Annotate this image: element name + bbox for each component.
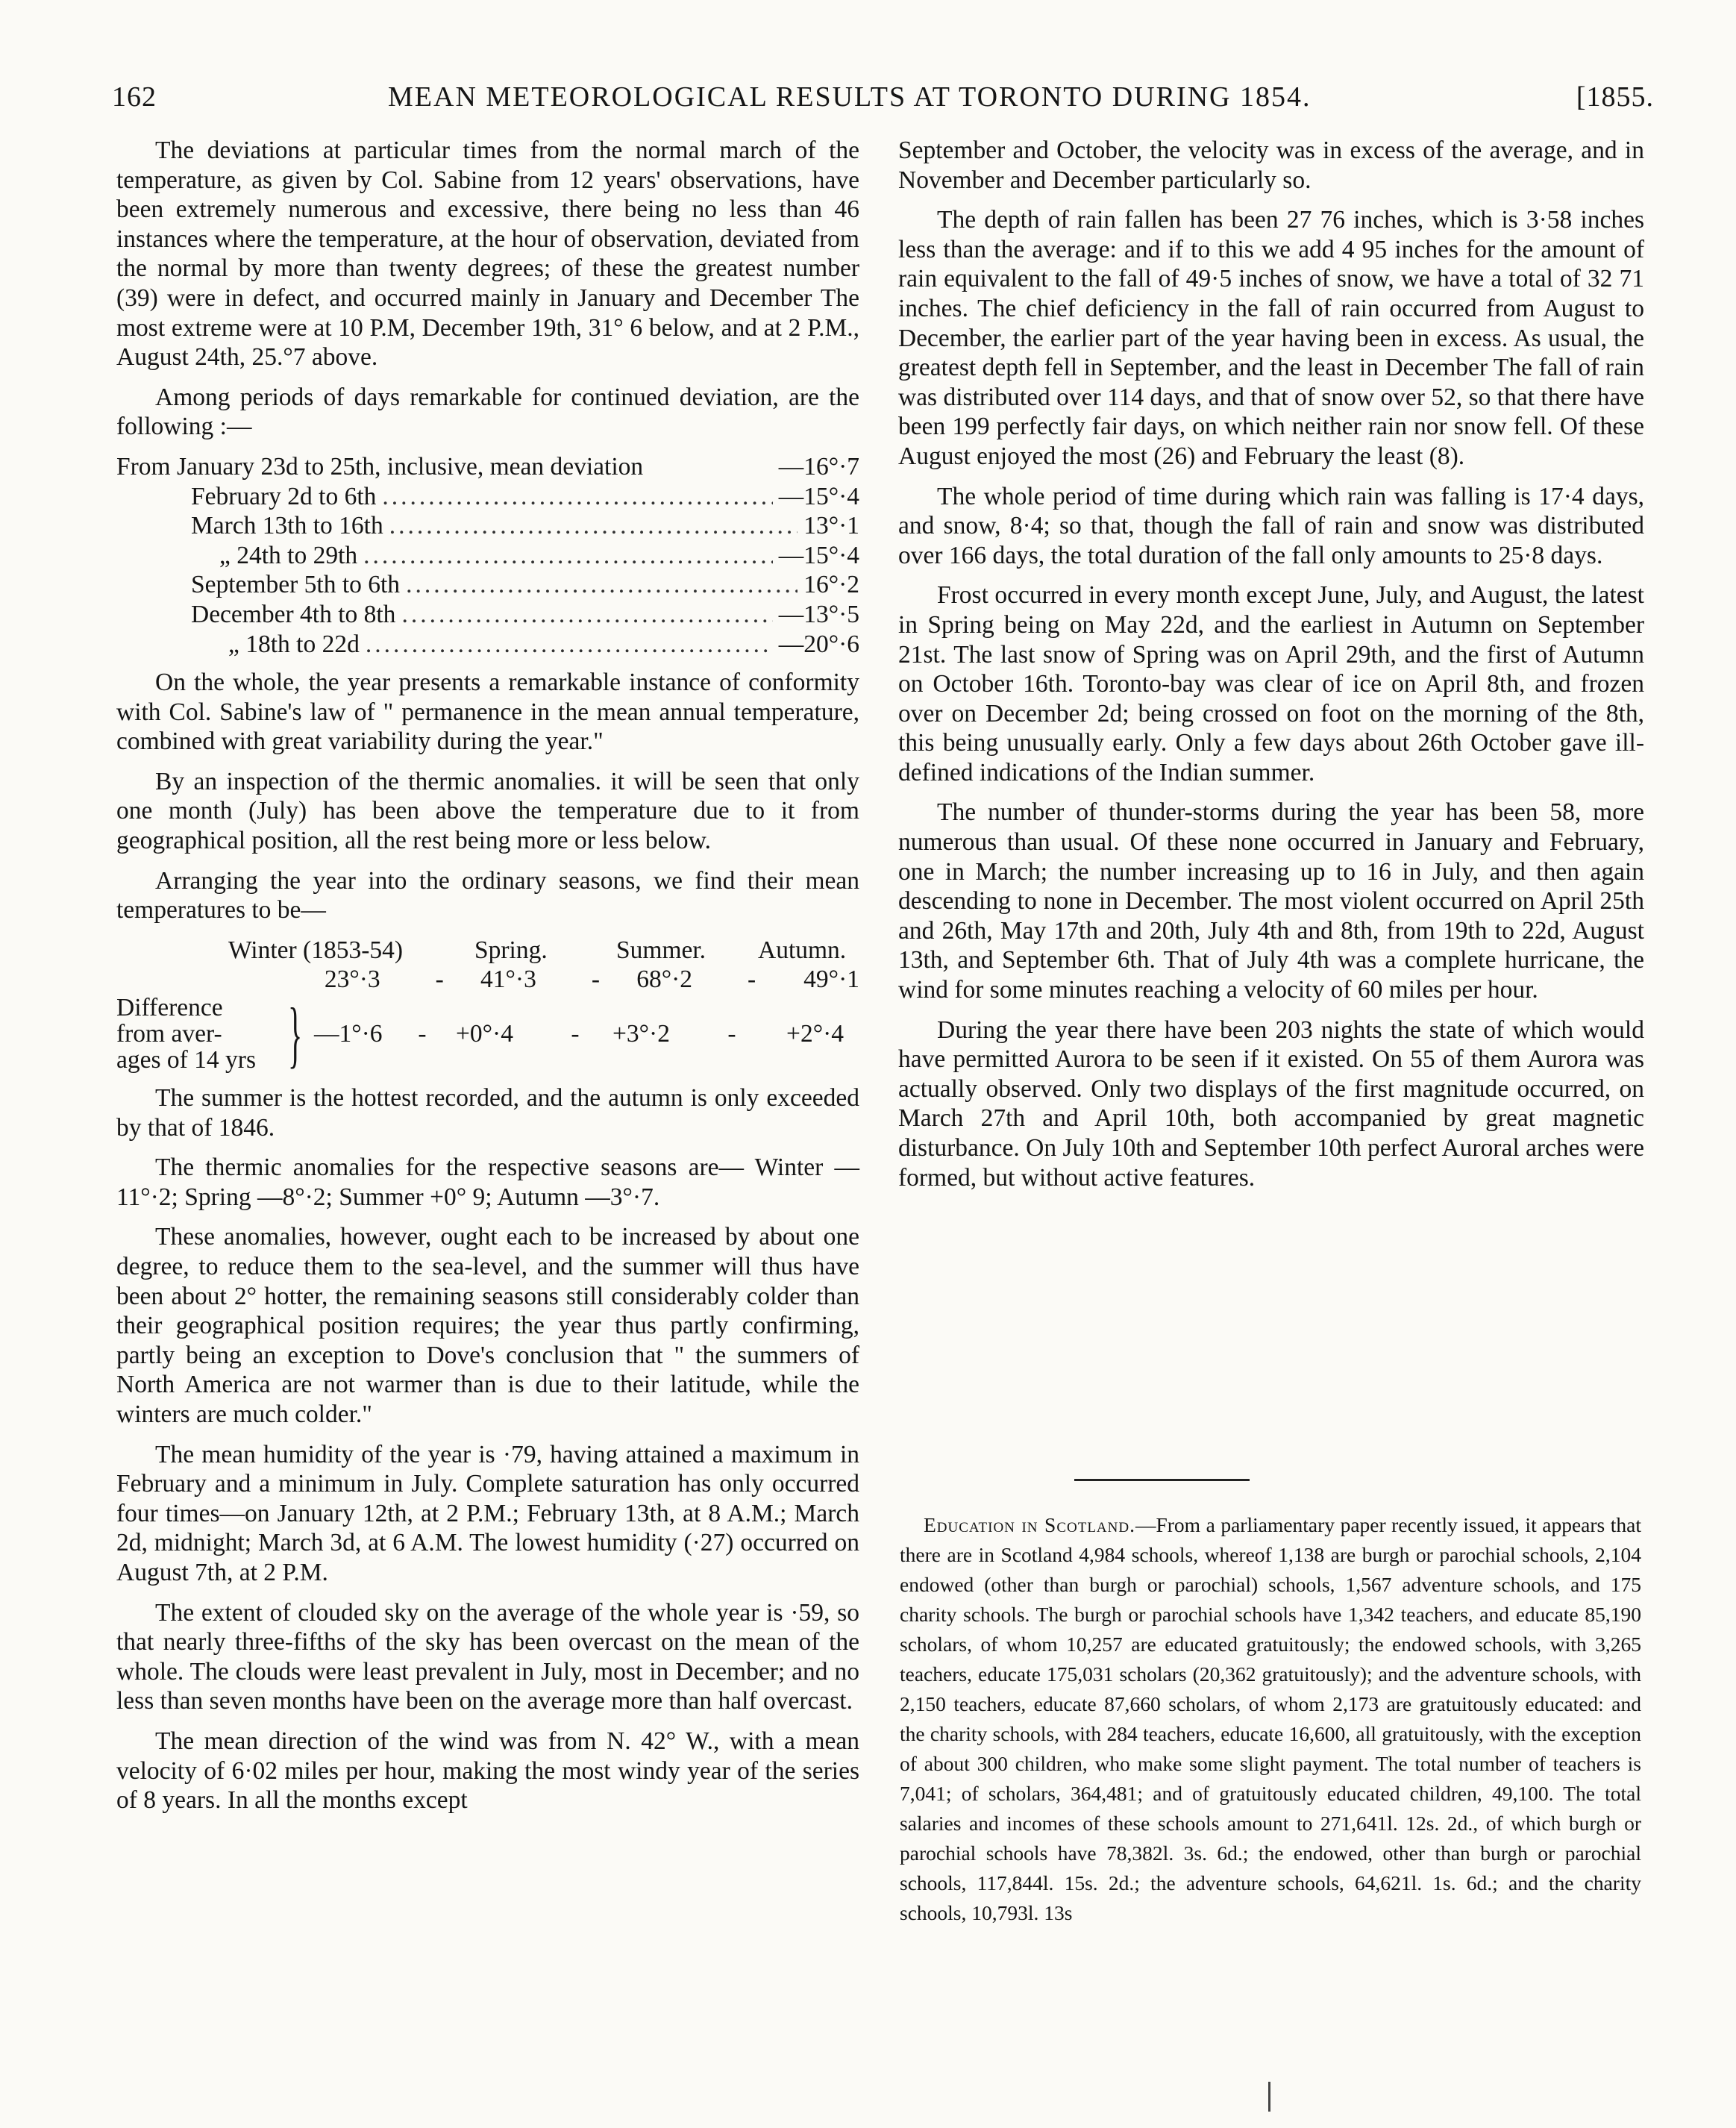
paragraph-thunderstorms: The number of thunder-storms during the year has been 58, more numerous than usual. Of these none occurred in January and February, one in March; the number increasing up to 16 in July, and then again descending to none in December. The most violent occurred on April 25th and 26th, May 17th and 20th, July 4th and 8th, from 19th to 22d, August 13th, and September 6th. That of July 4th was a complete hurricane, the wind for some minutes reaching a velocity of 60 miles per hour. xyxy=(898,798,1644,1004)
print-mark xyxy=(1268,2082,1270,2112)
paragraph-aurora: During the year there have been 203 nights the state of which would have permitted Aurora to be seen if it existed. On 55 of them Aurora was actually observed. Only two displays of the first magnitude occurred, on March 27th and April 10th, both accompanied by great magnetic disturbance. On July 10th and September 10th perfect Auroral arches were formed, but without active features. xyxy=(898,1016,1645,1192)
paragraph-sea-level: These anomalies, however, ought each to be increased by about one degree, to reduce them to the sea-level, and the summer will thus have been about 2° hotter, the remaining seasons still considerably colder than their geographical position requires; the year thus partly confirming, partly being an exception to Dove's conclusion that " the summers of North America are not warmer than is due to their latitude, while the winters are much colder." xyxy=(116,1223,859,1428)
paragraph-rain: The depth of rain fallen has been 27 76 inches, which is 3·58 inches less than the average: and if to this we add 4 95 inches for the amount of rain equivalent to the fall of 49·5 inches of snow, we have a total of 32 71 inches. The chief deficiency in the fall of rain occurred from August to December, the earlier part of the year having been in excess. As usual, the greatest depth fell in September, and the least in December The fall of rain was distributed over 114 days, and that of snow over 52, so that there have been 199 perfectly fair days, on which neither rain nor snow fell. Of these August enjoyed the most (26) and February the least (8). xyxy=(898,206,1644,470)
education-paragraph xyxy=(900,1510,1641,1928)
paragraph-cloud: The extent of clouded sky on the average of the whole year is ·59, so that nearly three-fifths of the sky has been overcast on the mean of the whole. The clouds were least prevalent in July, most in December; and no less than seven months have been on the average more than half overcast. xyxy=(116,1598,859,1715)
paragraph-periods-intro: Among periods of days remarkable for continued deviation, are the following :— xyxy=(116,383,859,441)
deviation-row: December 4th to 8th ..... —13°·5 xyxy=(116,600,859,630)
deviation-list xyxy=(116,452,859,659)
deviation-row: „ 24th to 29th ..... —15°·4 xyxy=(116,541,859,571)
seasons-diff-row: Difference from aver- ages of 14 yrs } —1°·6 - +0°·4 - +3°·2 - +2°·4 xyxy=(116,992,844,1075)
paragraph-wind-continued: September and October, the velocity was in excess of the average, and in November and December particularly so. xyxy=(898,137,1644,194)
seasons-temp-row: 23°·3 - 41°·3 - 68°·2 - 49°·1 xyxy=(324,966,859,994)
page-number: 162 xyxy=(112,81,157,113)
running-title: MEAN METEOROLOGICAL RESULTS AT TORONTO DURING 1854. xyxy=(388,81,1312,113)
paragraph-humidity: The mean humidity of the year is ·79, having attained a maximum in February and a minimum in July. Complete saturation has only occurred four times—on January 12th, at 2 P.M.; February 13th, at 8 A.M.; March 2d, midnight; March 3d, at 6 A.M. The lowest humidity (·27) occurred on August 7th, at 2 P.M. xyxy=(116,1440,859,1586)
paragraph-thermic-inspection: By an inspection of the thermic anomalies. it will be seen that only one month (July) has been above the temperature due to it from geographical position, all the rest being more or less below. xyxy=(116,767,859,855)
year-tag: [1855. xyxy=(1576,81,1654,113)
brace-icon: } xyxy=(288,992,303,1075)
education-body: —From a parliamentary paper recently issued, it appears that there are in Scotland 4,984 schools, whereof 1,138 are burgh or parochial schools, 2,104 endowed (other than burgh or parochial) schools, 1,567 adventure schools, and 175 charity schools. The burgh or parochial schools have 1,342 teachers, and educate 85,190 scholars, of whom 10,257 are educated gratuitously; the endowed schools, with 3,265 teachers, educate 175,031 scholars (20,362 gratuitously); and the adventure schools, with 2,150 teachers, educate 87,660 scholars, of whom 2,173 are gratuitously educated: and the charity schools, with 284 teachers, educate 16,600, all gratuitously, with the exception of about 300 children, who make some slight payment. The total number of teachers is 7,041; of scholars, 364,481; and of gratuitously educated children, 49,100. The total salaries and incomes of these schools amount to 271,641l. 12s. 2d., of which burgh or parochial schools have 78,382l. 3s. 6d.; the endowed, other than burgh or parochial schools, 117,844l. 15s. 2d.; the adventure schools, 64,621l. 1s. 6d.; and the charity schools, 10,793l. 13s xyxy=(900,1513,1641,1924)
education-heading: Education in Scotland. xyxy=(924,1513,1135,1536)
education-note xyxy=(900,1510,1641,1928)
paragraph-sabine-law: On the whole, the year presents a remarkable instance of conformity with Col. Sabine's law of " permanence in the mean annual temperature, combined with great variability during the year." xyxy=(116,669,859,756)
section-divider xyxy=(1074,1479,1250,1481)
paragraph-wind: The mean direction of the wind was from N. 42° W., with a mean velocity of 6·02 miles per hour, making the most windy year of the series of 8 years. In all the months except xyxy=(116,1727,859,1815)
paragraph-rain-duration: The whole period of time during which rain was falling is 17·4 days, and snow, 8·4; so that, though the fall of rain and snow was distributed over 166 days, the total duration of the fall only amounts to 25·8 days. xyxy=(898,482,1644,569)
deviation-row: From January 23d to 25th, inclusive, mean deviation —16°·7 xyxy=(116,452,859,481)
deviation-row: February 2d to 6th ..... —15°·4 xyxy=(116,482,859,512)
left-column xyxy=(116,136,859,1826)
paragraph-deviations: The deviations at particular times from the normal march of the temperature, as given by Col. Sabine from 12 years' observations, have been extremely numerous and excessive, there being no less than 46 instances where the temperature, at the hour of observation, deviated from the normal by more than twenty degrees; of these the greatest number (39) were in defect, and occurred mainly in January and December The most extreme were at 10 P.M, December 19th, 31° 6 below, and at 2 P.M., August 24th, 25.°7 above. xyxy=(116,137,859,372)
paragraph-frost: Frost occurred in every month except June, July, and August, the latest in Spring being on May 22d, and the earliest in Autumn on September 21st. The last snow of Spring was on April 29th, and the first of Autumn on October 16th. Toronto-bay was clear of ice on April 8th, and frozen over on December 2d; being crossed on foot on the morning of the 8th, this being unusually early. Only a few days about 26th October gave ill-defined indications of the Indian summer. xyxy=(898,581,1644,786)
right-column xyxy=(898,136,1644,1203)
deviation-row: „ 18th to 22d ..... —20°·6 xyxy=(116,630,859,660)
paragraph-summer: The summer is the hottest recorded, and the autumn is only exceeded by that of 1846. xyxy=(116,1084,859,1142)
difference-label: Difference from aver- ages of 14 yrs xyxy=(116,994,256,1074)
deviation-row: September 5th to 6th ..... 16°·2 xyxy=(116,570,859,600)
seasons-head-row: Winter (1853-54) Spring. Summer. Autumn. xyxy=(228,936,847,964)
deviation-row: March 13th to 16th ..... 13°·1 xyxy=(116,511,859,541)
paragraph-anomalies: The thermic anomalies for the respective seasons are— Winter —11°·2; Spring —8°·2; Summer +0° 9; Autumn —3°·7. xyxy=(116,1154,859,1211)
seasons-table xyxy=(116,936,859,1073)
page-header xyxy=(112,81,1654,125)
paragraph-seasons-intro: Arranging the year into the ordinary seasons, we find their mean temperatures to be— xyxy=(116,866,859,924)
